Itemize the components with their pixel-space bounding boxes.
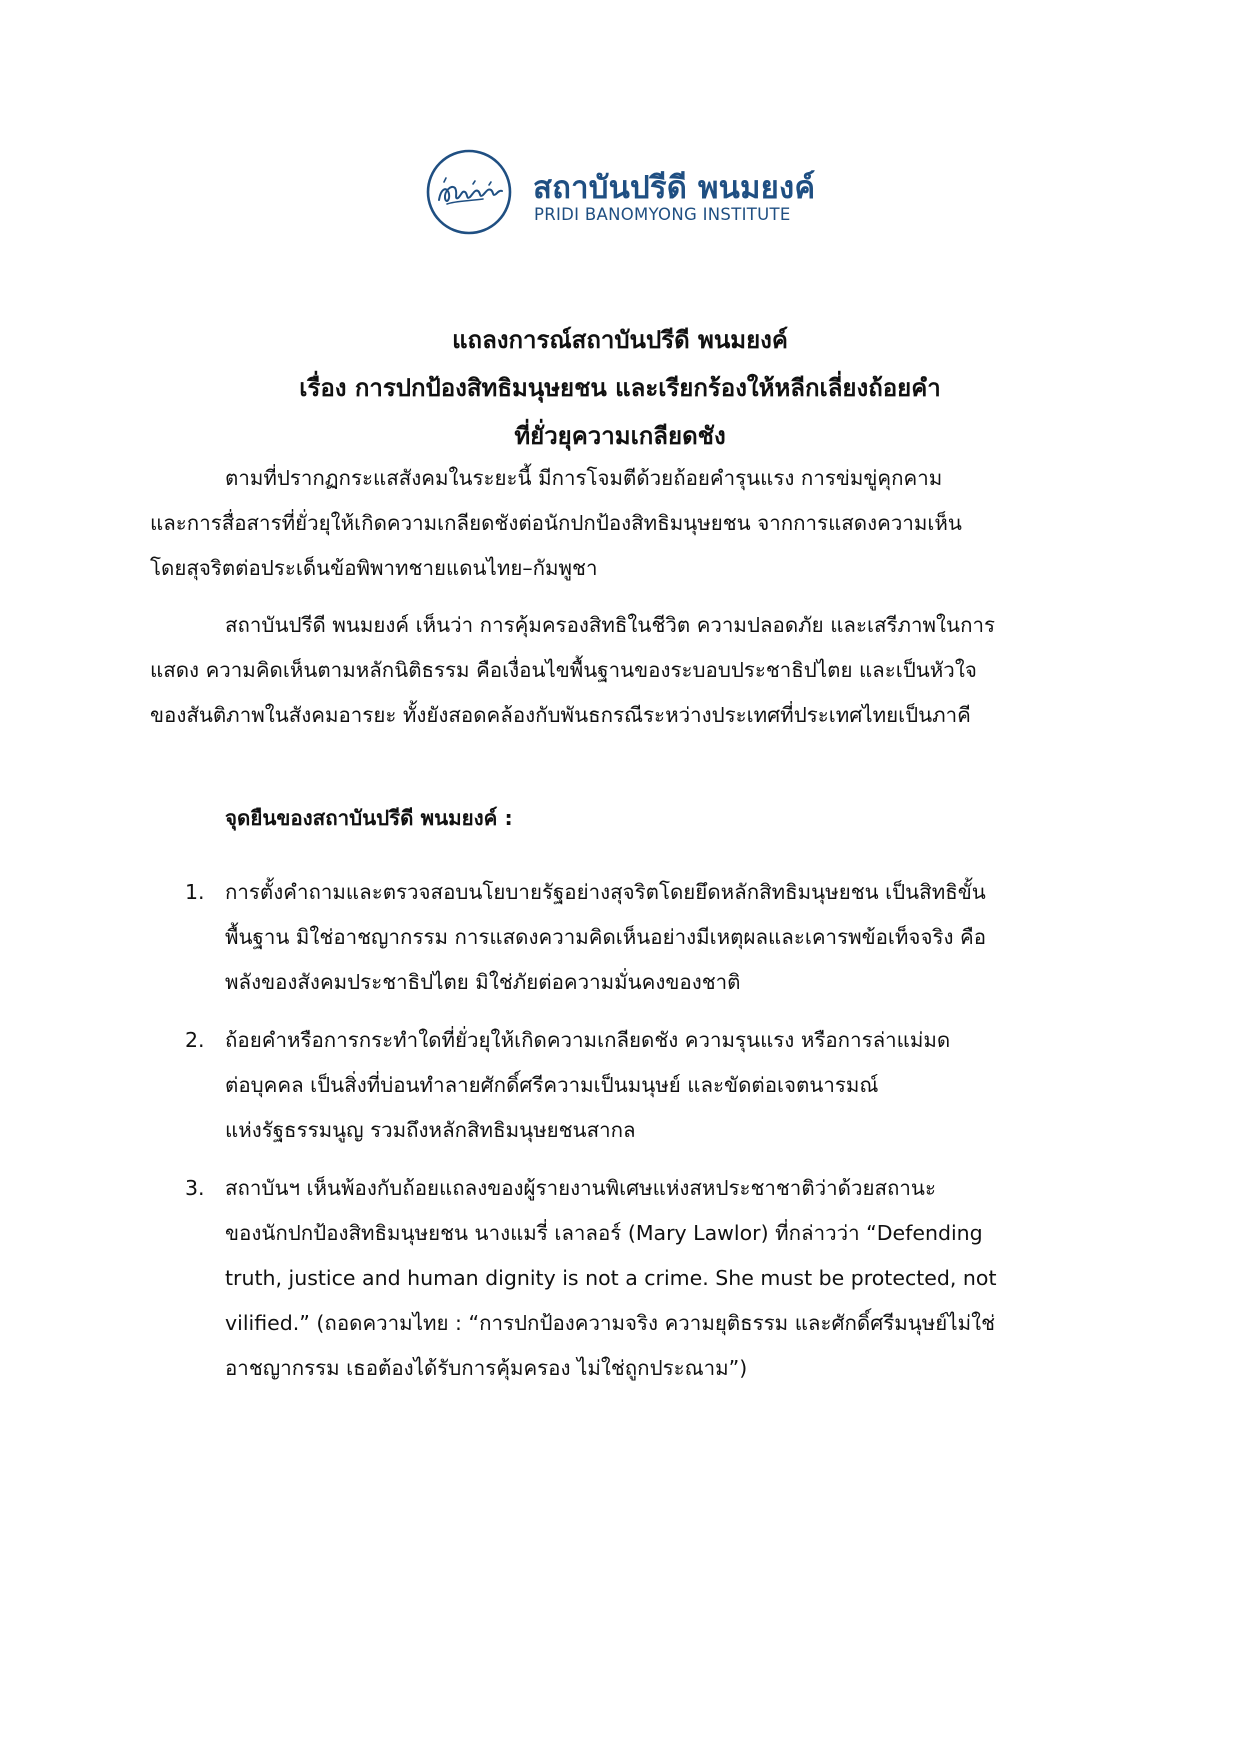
title-line: ที่ยั่วยุความเกลียดชัง [514,422,726,450]
statement-title [150,316,1090,460]
list-item-line: พื้นฐาน มิใช่อาชญากรรม การแสดงความคิดเห็นอย่างมีเหตุผลและเคารพข้อเท็จจริง คือ [225,925,987,949]
list-item-line: สถาบันฯ เห็นพ้องกับถ้อยแถลงของผู้รายงานพิเศษแห่งสหประชาชาติว่าด้วยสถานะ [225,1176,936,1200]
paragraph-line: ตามที่ปรากฏกระแสสังคมในระยะนี้ มีการโจมตีด้วยถ้อยคำรุนแรง การข่มขู่คุกคาม [225,466,943,490]
position-paragraph [150,603,1090,738]
title-line: เรื่อง การปกป้องสิทธิมนุษยชน และเรียกร้องให้หลีกเลี่ยงถ้อยคำ [299,374,941,402]
signature-mark [439,187,502,201]
list-item-line: ถ้อยคำหรือการกระทำใดที่ยั่วยุให้เกิดความเกลียดชัง ความรุนแรง หรือการล่าแม่มด [225,1028,951,1052]
list-item-line: อาชญากรรม เธอต้องได้รับการคุ้มครอง ไม่ใช่ถูกประณาม”) [225,1356,748,1380]
logo-name-english: PRIDI BANOMYONG INSTITUTE [534,205,791,224]
list-item-line: แห่งรัฐธรรมนูญ รวมถึงหลักสิทธิมนุษยชนสากล [225,1118,636,1142]
list-item-line: การตั้งคำถามและตรวจสอบนโยบายรัฐอย่างสุจริตโดยยึดหลักสิทธิมนุษยชน เป็นสิทธิขั้น [225,880,986,904]
list-item-line: vilified.” (ถอดความไทย : “การปกป้องความจริง ความยุติธรรม และศักดิ์ศรีมนุษย์ไม่ใช่ [225,1311,996,1335]
list-item-number: 2. [185,1028,205,1052]
paragraph-line: และการสื่อสารที่ยั่วยุให้เกิดความเกลียดชังต่อนักปกป้องสิทธิมนุษยชน จากการแสดงความเห็น [150,511,962,535]
intro-paragraph [150,456,1090,591]
signature-seal-emblem [425,148,513,236]
stance-list-item [150,1166,1090,1391]
stance-list-item [150,870,1090,1005]
list-item-line: ต่อบุคคล เป็นสิ่งที่บ่อนทำลายศักดิ์ศรีความเป็นมนุษย์ และขัดต่อเจตนารมณ์ [225,1073,879,1097]
list-item-number: 3. [185,1176,205,1200]
paragraph-line: แสดง ความคิดเห็นตามหลักนิติธรรม คือเงื่อนไขพื้นฐานของระบอบประชาธิปไตย และเป็นหัวใจ [150,658,977,682]
list-item-line: ของนักปกป้องสิทธิมนุษยชน นางแมรี่ เลาลอร์ (Mary Lawlor) ที่กล่าวว่า “Defending [225,1221,983,1245]
list-item-number: 1. [185,880,205,904]
logo-name-thai: สถาบันปรีดี พนมยงค์ [533,170,816,206]
title-line: แถลงการณ์สถาบันปรีดี พนมยงค์ [452,326,788,354]
paragraph-line: สถาบันปรีดี พนมยงค์ เห็นว่า การคุ้มครองสิทธิในชีวิต ความปลอดภัย และเสรีภาพในการ [225,613,996,637]
paragraph-line: โดยสุจริตต่อประเด็นข้อพิพาทชายแดนไทย–กัมพูชา [150,556,598,580]
stance-heading: จุดยืนของสถาบันปรีดี พนมยงค์ : [225,806,513,830]
list-item-line: truth, justice and human dignity is not a crime. She must be protected, not [225,1266,997,1290]
paragraph-line: ของสันติภาพในสังคมอารยะ ทั้งยังสอดคล้องกับพันธกรณีระหว่างประเทศที่ประเทศไทยเป็นภาคี [150,703,971,727]
list-item-line: พลังของสังคมประชาธิปไตย มิใช่ภัยต่อความมั่นคงของชาติ [225,970,741,994]
stance-list-item [150,1018,1090,1153]
institute-logo [425,148,825,243]
